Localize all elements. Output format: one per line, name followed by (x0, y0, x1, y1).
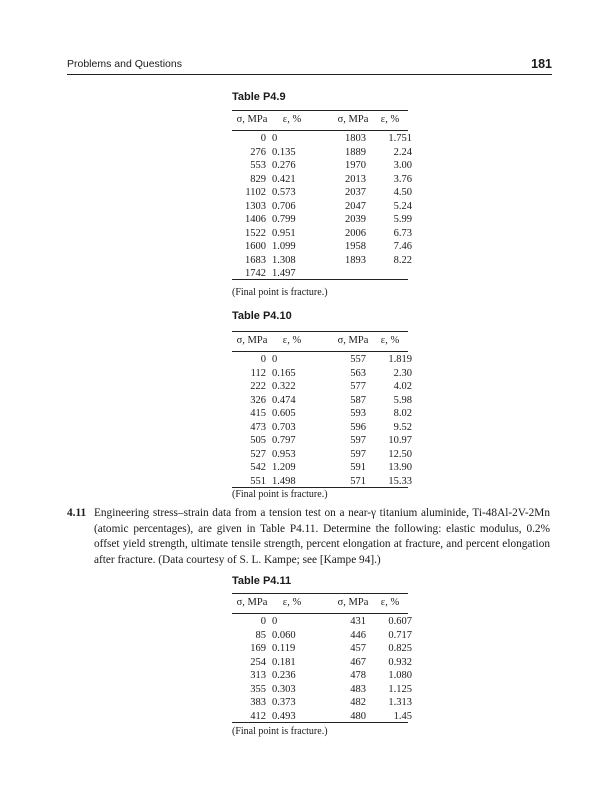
strain-value: 0.060 (272, 629, 296, 641)
stress-value: 1600 (245, 241, 266, 252)
table-row (232, 160, 412, 173)
stress-value: 0 (260, 354, 266, 365)
table-row (232, 670, 412, 683)
table-row (232, 381, 412, 394)
stress-value: 1522 (245, 227, 266, 239)
stress-value: 1102 (245, 187, 266, 198)
column-header: ε, % (282, 335, 302, 346)
stress-value: 480 (350, 710, 366, 722)
strain-value: 0.493 (272, 710, 296, 722)
stress-value: 355 (250, 683, 266, 695)
strain-value: 0.706 (272, 200, 296, 212)
table-p4-11-note: (Final point is fracture.) (232, 726, 328, 737)
column-header: σ, MPa (337, 597, 369, 608)
table-row (232, 214, 412, 227)
stress-value: 563 (350, 367, 366, 379)
strain-value: 1.125 (388, 683, 412, 695)
page-number: 181 (531, 57, 552, 71)
strain-value: 0.373 (272, 697, 296, 708)
table-row (232, 173, 412, 187)
table-row (232, 697, 412, 710)
stress-value: 473 (250, 421, 266, 433)
strain-value: 1.45 (393, 710, 412, 722)
strain-value: 1.498 (272, 475, 296, 487)
stress-value: 0 (260, 616, 266, 627)
strain-value: 0.236 (272, 670, 296, 681)
strain-value: 0.799 (272, 214, 296, 225)
strain-value: 13.90 (388, 462, 412, 473)
stress-value: 1889 (345, 146, 366, 158)
table-row (232, 462, 412, 475)
stress-value: 1303 (245, 200, 266, 212)
table-row (232, 187, 412, 200)
column-header: ε, % (380, 114, 400, 125)
strain-value: 6.73 (393, 227, 412, 239)
stress-value: 505 (250, 435, 266, 446)
strain-value: 1.209 (272, 462, 296, 473)
column-header: ε, % (282, 114, 302, 125)
stress-value: 483 (350, 683, 366, 695)
table-row (232, 241, 412, 254)
stress-value: 2047 (345, 200, 366, 212)
column-header: ε, % (380, 597, 400, 608)
table-bottom-rule (232, 722, 408, 723)
table-row (232, 146, 412, 160)
strain-value: 12.50 (388, 448, 412, 460)
stress-value: 457 (350, 643, 366, 654)
stress-value: 2006 (345, 227, 366, 239)
stress-value: 596 (350, 421, 366, 433)
strain-value: 0.703 (272, 421, 296, 433)
table-header-row (232, 335, 408, 349)
stress-value: 1893 (345, 254, 366, 266)
table-row (232, 367, 412, 381)
table-row (232, 643, 412, 656)
stress-value: 313 (250, 670, 266, 681)
table-p4-10 (232, 331, 412, 488)
stress-value: 597 (350, 435, 366, 446)
strain-value: 1.751 (388, 133, 412, 144)
table-p4-11 (232, 593, 412, 723)
stress-value: 415 (250, 408, 266, 419)
table-header-rule (232, 130, 408, 131)
stress-value: 829 (250, 173, 266, 185)
table-header-rule (232, 613, 408, 614)
strain-value: 3.76 (393, 173, 412, 185)
strain-value: 0.932 (388, 656, 412, 668)
strain-value: 8.22 (393, 254, 412, 266)
stress-value: 597 (350, 448, 366, 460)
column-header: σ, MPa (337, 114, 369, 125)
stress-value: 591 (350, 462, 366, 473)
stress-value: 553 (250, 160, 266, 171)
stress-value: 2013 (345, 173, 366, 185)
column-header: σ, MPa (236, 114, 268, 125)
table-row (232, 133, 412, 146)
strain-value: 3.00 (393, 160, 412, 171)
stress-value: 478 (350, 670, 366, 681)
strain-value: 5.99 (393, 214, 412, 225)
stress-value: 482 (350, 697, 366, 708)
strain-value: 1.308 (272, 254, 296, 266)
strain-value: 4.02 (393, 381, 412, 392)
stress-value: 467 (350, 656, 366, 668)
strain-value: 0.119 (272, 643, 296, 654)
column-header: σ, MPa (337, 335, 369, 346)
table-header-row (232, 114, 408, 128)
strain-value: 2.24 (393, 146, 412, 158)
table-p4-10-note: (Final point is fracture.) (232, 489, 328, 500)
table-row (232, 616, 412, 629)
table-p4-9 (232, 110, 412, 280)
stress-value: 383 (250, 697, 266, 708)
strain-value: 0.717 (388, 629, 412, 641)
problem-text: Engineering stress–strain data from a tension test on a near-γ titanium aluminide, Ti-48Al-2V-2Mn (atomic percentages), are given in Table P4.11. Determine the following: elastic modulus, 0.2% offset yield strength, ultimate tensile strength, percent elongation at fracture, and percent elongation after fracture. (Data courtesy of S. L. Kampe; see [Kampe 94].) (94, 507, 550, 566)
stress-value: 112 (250, 367, 266, 379)
stress-value: 587 (350, 394, 366, 406)
strain-value: 0.322 (272, 381, 296, 392)
strain-value: 8.02 (393, 408, 412, 419)
stress-value: 571 (350, 475, 366, 487)
strain-value: 5.24 (393, 200, 412, 212)
strain-value: 5.98 (393, 394, 412, 406)
strain-value: 0 (272, 354, 278, 365)
stress-value: 222 (250, 381, 266, 392)
table-p4-11-title: Table P4.11 (232, 575, 292, 587)
problem-4-11 (67, 506, 550, 568)
strain-value: 4.50 (393, 187, 412, 198)
stress-value: 0 (260, 133, 266, 144)
table-p4-9-title: Table P4.9 (232, 91, 286, 103)
table-p4-9-note: (Final point is fracture.) (232, 287, 328, 298)
problem-number: 4.11 (67, 507, 87, 519)
strain-value: 0.825 (388, 643, 412, 654)
strain-value: 0.951 (272, 227, 296, 239)
stress-value: 85 (255, 629, 266, 641)
column-header: ε, % (380, 335, 400, 346)
strain-value: 0.573 (272, 187, 296, 198)
column-header: σ, MPa (236, 597, 268, 608)
table-row (232, 656, 412, 670)
strain-value: 0.276 (272, 160, 296, 171)
strain-value: 10.97 (388, 435, 412, 446)
strain-value: 0.474 (272, 394, 296, 406)
table-top-rule (232, 593, 408, 594)
stress-value: 1742 (245, 268, 266, 279)
strain-value: 1.313 (388, 697, 412, 708)
stress-value: 527 (250, 448, 266, 460)
stress-value: 276 (250, 146, 266, 158)
stress-value: 557 (350, 354, 366, 365)
table-bottom-rule (232, 487, 408, 488)
strain-value: 0 (272, 616, 278, 627)
stress-value: 254 (250, 656, 266, 668)
stress-value: 1406 (245, 214, 266, 225)
table-row (232, 200, 412, 214)
table-row (232, 408, 412, 421)
table-row (232, 394, 412, 408)
table-bottom-rule (232, 279, 408, 280)
strain-value: 1.080 (388, 670, 412, 681)
stress-value: 2037 (345, 187, 366, 198)
strain-value: 7.46 (393, 241, 412, 252)
stress-value: 326 (250, 394, 266, 406)
strain-value: 0 (272, 133, 278, 144)
table-top-rule (232, 331, 408, 332)
stress-value: 1803 (345, 133, 366, 144)
strain-value: 0.797 (272, 435, 296, 446)
running-head (67, 58, 552, 75)
stress-value: 169 (250, 643, 266, 654)
table-top-rule (232, 110, 408, 111)
strain-value: 0.181 (272, 656, 296, 668)
stress-value: 577 (350, 381, 366, 392)
stress-value: 1683 (245, 254, 266, 266)
strain-value: 0.605 (272, 408, 296, 419)
stress-value: 446 (350, 629, 366, 641)
strain-value: 1.099 (272, 241, 296, 252)
stress-value: 1958 (345, 241, 366, 252)
stress-value: 412 (250, 710, 266, 722)
stress-value: 431 (350, 616, 366, 627)
table-p4-10-title: Table P4.10 (232, 310, 292, 322)
table-row (232, 683, 412, 697)
stress-value: 2039 (345, 214, 366, 225)
strain-value: 0.607 (388, 616, 412, 627)
stress-value: 1970 (345, 160, 366, 171)
strain-value: 0.135 (272, 146, 296, 158)
column-header: σ, MPa (236, 335, 268, 346)
table-row (232, 435, 412, 448)
section-title: Problems and Questions (67, 58, 182, 70)
table-header-rule (232, 351, 408, 352)
column-header: ε, % (282, 597, 302, 608)
strain-value: 2.30 (393, 367, 412, 379)
strain-value: 0.953 (272, 448, 296, 460)
strain-value: 1.819 (388, 354, 412, 365)
strain-value: 0.303 (272, 683, 296, 695)
stress-value: 542 (250, 462, 266, 473)
strain-value: 1.497 (272, 268, 296, 279)
table-row (232, 629, 412, 643)
stress-value: 551 (250, 475, 266, 487)
table-row (232, 354, 412, 367)
table-row (232, 254, 412, 268)
strain-value: 15.33 (388, 475, 412, 487)
strain-value: 0.421 (272, 173, 296, 185)
stress-value: 593 (350, 408, 366, 419)
table-row (232, 448, 412, 462)
strain-value: 0.165 (272, 367, 296, 379)
strain-value: 9.52 (393, 421, 412, 433)
table-header-row (232, 597, 408, 611)
table-row (232, 421, 412, 435)
table-row (232, 227, 412, 241)
